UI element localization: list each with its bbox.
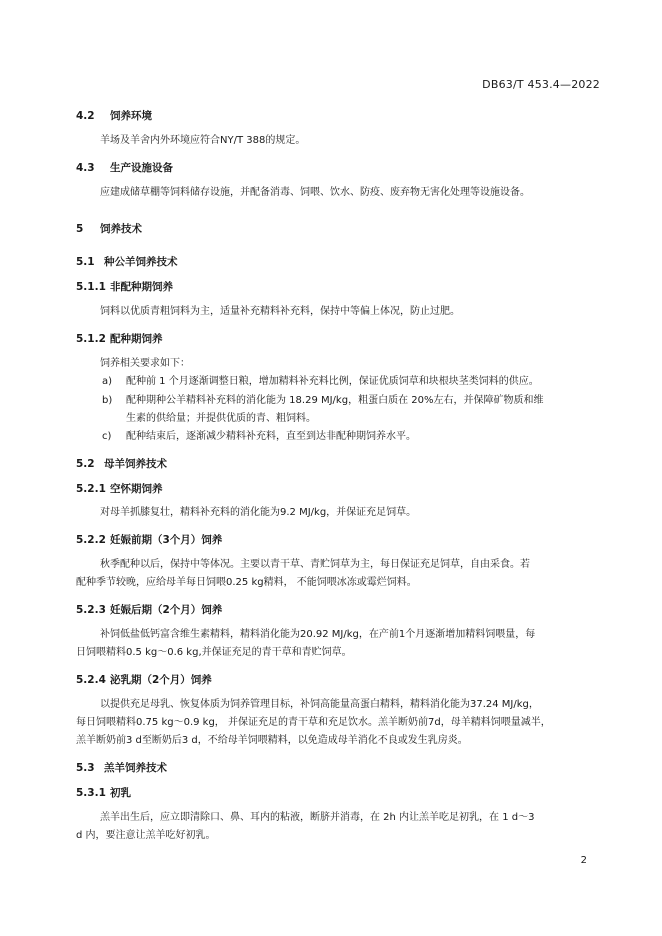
list-marker: a): [102, 376, 113, 387]
section-number: 5.2.2: [76, 534, 106, 546]
section-title: 生产设施设备: [110, 162, 173, 174]
paragraph-line: 每日饲喂精料0.75 kg～0.9 kg， 并保证充足的青干草和充足饮水。羔羊断奶前7d，母羊精料饲喂量减半，: [76, 717, 551, 728]
heading-5-1-1: [76, 279, 173, 294]
section-number: 5.1: [76, 256, 95, 268]
section-number: 5.2.4: [76, 674, 106, 686]
section-number: 4.2: [76, 110, 95, 122]
paragraph-line: 日饲喂精料0.5 kg～0.6 kg,并保证充足的青干草和青贮饲草。: [76, 647, 352, 658]
heading-4-2: [76, 108, 152, 123]
section-title: 空怀期饲养: [110, 483, 163, 495]
section-title: 妊娠前期（3个月）饲养: [110, 534, 223, 546]
document-id: DB63/T 453.4—2022: [482, 78, 600, 91]
section-title: 配种期饲养: [110, 333, 163, 345]
section-number: 5.1.1: [76, 281, 106, 293]
section-title: 种公羊饲养技术: [104, 256, 178, 268]
heading-5-2-3: [76, 602, 222, 617]
paragraph: 羊场及羊舍内外环境应符合NY/T 388的规定。: [100, 135, 306, 146]
section-number: 5.2.1: [76, 483, 106, 495]
list-marker: b): [102, 395, 113, 406]
paragraph: 对母羊抓膝复壮，精料补充料的消化能为9.2 MJ/kg，并保证充足饲草。: [100, 507, 417, 518]
list-text: 配种结束后，逐渐减少精料补充料，直至到达非配种期饲养水平。: [126, 431, 416, 442]
paragraph-line: 秋季配种以后，保持中等体况。主要以青干草、青贮饲草为主，每日保证充足饲草，自由采食。若: [100, 559, 530, 570]
list-text: 配种期种公羊精料补充料的消化能为 18.29 MJ/kg，粗蛋白质在 20%左右，并保障矿物质和维: [126, 395, 544, 406]
heading-5-3: [76, 760, 167, 775]
section-title: 母羊饲养技术: [104, 458, 167, 470]
list-marker: c): [102, 431, 112, 442]
page-number: 2: [580, 855, 587, 866]
list-text: 生素的供给量；并提供优质的青、粗饲料。: [126, 413, 316, 424]
section-number: 5.2.3: [76, 604, 106, 616]
section-title: 泌乳期（2个月）饲养: [110, 674, 212, 686]
paragraph-line: 羔羊断奶前3 d至断奶后3 d，不给母羊饲喂精料，以免造成母羊消化不良或发生乳房炎。: [76, 735, 468, 746]
section-title: 非配种期饲养: [110, 281, 173, 293]
section-title: 妊娠后期（2个月）饲养: [110, 604, 223, 616]
paragraph: 应建成储草棚等饲料储存设施，并配备消毒、饲喂、饮水、防疫、废弃物无害化处理等设施设备。: [100, 187, 530, 198]
paragraph-line: 以提供充足母乳、恢复体质为饲养管理目标，补饲高能量高蛋白精料，精料消化能为37.24 MJ/kg，: [100, 699, 539, 710]
heading-5: [76, 221, 142, 236]
section-number: 5: [76, 223, 84, 235]
heading-5-2: [76, 456, 167, 471]
section-number: 5.2: [76, 458, 95, 470]
section-title: 饲养环境: [110, 110, 152, 122]
section-title: 羔羊饲养技术: [104, 762, 167, 774]
heading-5-1: [76, 254, 178, 269]
list-text: 配种前 1 个月逐渐调整日粮，增加精料补充料比例，保证优质饲草和块根块茎类饲料的供应。: [126, 376, 539, 387]
heading-5-3-1: [76, 785, 131, 800]
section-number: 4.3: [76, 162, 95, 174]
heading-5-2-4: [76, 672, 212, 687]
list-intro: 饲养相关要求如下：: [100, 358, 190, 369]
section-number: 5.1.2: [76, 333, 106, 345]
paragraph: 饲料以优质青粗饲料为主，适量补充精料补充料，保持中等偏上体况，防止过肥。: [100, 306, 460, 317]
heading-5-2-1: [76, 481, 163, 496]
paragraph-line: 配种季节较晚，应给母羊每日饲喂0.25 kg精料， 不能饲喂冰冻或霉烂饲料。: [76, 577, 417, 588]
section-title: 初乳: [110, 787, 131, 799]
section-number: 5.3: [76, 762, 95, 774]
section-title: 饲养技术: [100, 223, 142, 235]
section-number: 5.3.1: [76, 787, 106, 799]
paragraph-line: d 内，要注意让羔羊吃好初乳。: [76, 830, 216, 841]
paragraph-line: 羔羊出生后，应立即清除口、鼻、耳内的粘液，断脐并消毒，在 2h 内让羔羊吃足初乳，在 1 d～3: [100, 812, 535, 823]
paragraph-line: 补饲低盐低钙富含维生素精料，精料消化能为20.92 MJ/kg，在产前1个月逐渐增加精料饲喂量，每: [100, 629, 536, 640]
heading-5-1-2: [76, 331, 163, 346]
heading-4-3: [76, 160, 173, 175]
heading-5-2-2: [76, 532, 222, 547]
